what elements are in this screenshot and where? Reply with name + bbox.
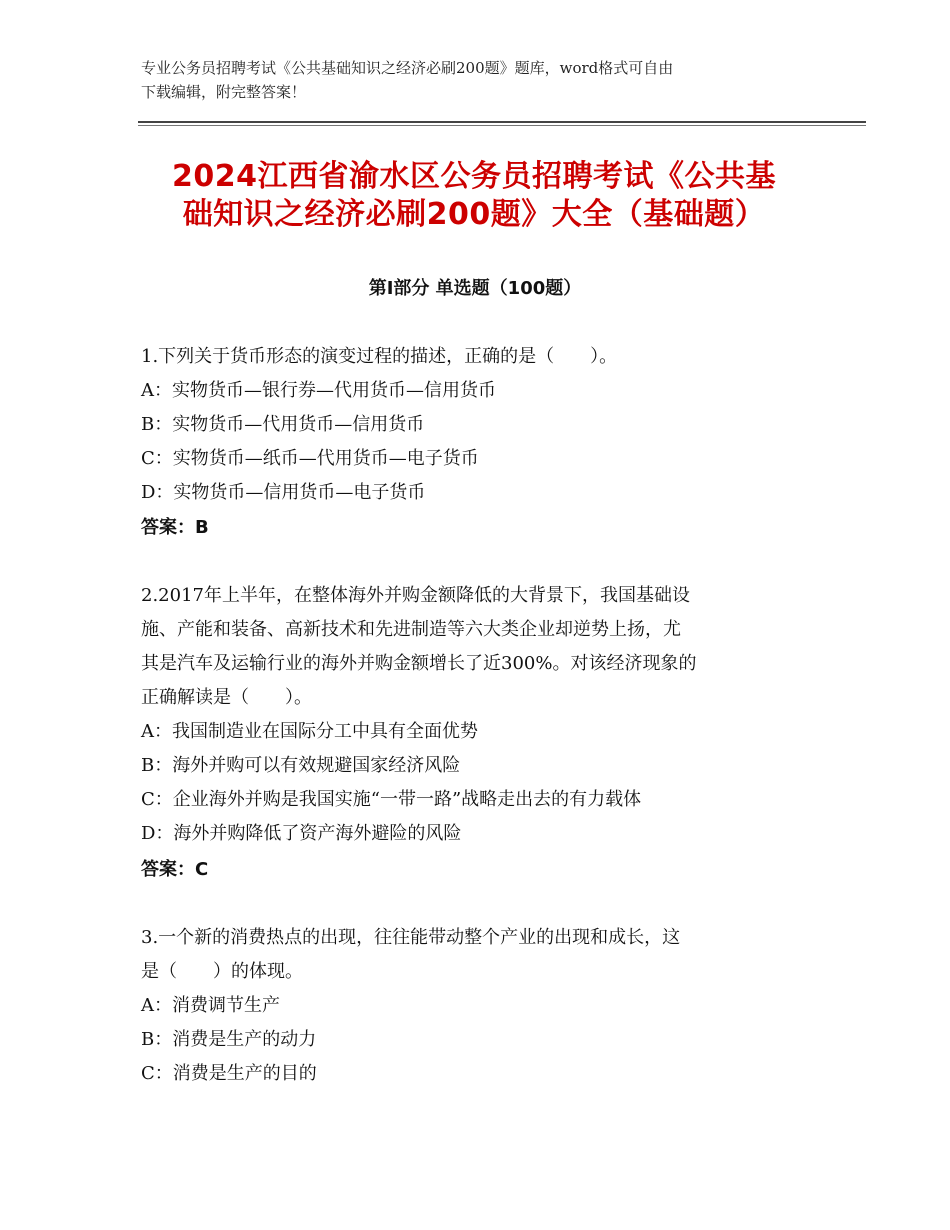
question-3-stem-line-2: 是（ ）的体现。 bbox=[141, 961, 303, 982]
question-1-answer: 答案：B bbox=[141, 517, 209, 538]
document-title bbox=[118, 158, 830, 234]
document-title-line-1: 2024江西省渝水区公务员招聘考试《公共基 bbox=[172, 159, 776, 194]
section-title: 第Ⅰ部分 单选题（100题） bbox=[368, 278, 582, 299]
question-1-option-c: C：实物货币—纸币—代用货币—电子货币 bbox=[141, 448, 479, 469]
question-1-option-d: D：实物货币—信用货币—电子货币 bbox=[141, 482, 426, 503]
header-rule-thin bbox=[138, 125, 866, 126]
question-3-option-b: B：消费是生产的动力 bbox=[141, 1029, 317, 1050]
question-2-stem-line-2: 施、产能和装备、高新技术和先进制造等六大类企业却逆势上扬，尤 bbox=[141, 619, 681, 640]
question-3-option-a: A：消费调节生产 bbox=[141, 995, 280, 1016]
question-2-answer: 答案：C bbox=[141, 859, 209, 880]
question-2-option-a: A：我国制造业在国际分工中具有全面优势 bbox=[141, 721, 478, 742]
question-2-stem-line-4: 正确解读是（ ）。 bbox=[141, 687, 312, 708]
question-1-option-b: B：实物货币—代用货币—信用货币 bbox=[141, 414, 425, 435]
header-note-line-1: 专业公务员招聘考试《公共基础知识之经济必刷200题》题库，word格式可自由 bbox=[141, 59, 674, 77]
document-title-line-2: 础知识之经济必刷200题》大全（基础题） bbox=[182, 197, 766, 232]
question-3-stem-line-1: 3.一个新的消费热点的出现，往往能带动整个产业的出现和成长，这 bbox=[141, 927, 681, 948]
question-2-option-d: D：海外并购降低了资产海外避险的风险 bbox=[141, 823, 462, 844]
question-2-stem-line-1: 2.2017年上半年，在整体海外并购金额降低的大背景下，我国基础设 bbox=[141, 585, 690, 606]
header-rule-thick bbox=[138, 121, 866, 123]
question-1-option-a: A：实物货币—银行券—代用货币—信用货币 bbox=[141, 380, 496, 401]
header-note-line-2: 下载编辑，附完整答案！ bbox=[141, 83, 307, 101]
question-1-stem-line: 1.下列关于货币形态的演变过程的描述，正确的是（ ）。 bbox=[141, 346, 618, 367]
question-2-option-c: C：企业海外并购是我国实施“一带一路”战略走出去的有力载体 bbox=[141, 789, 642, 810]
question-3-option-c: C：消费是生产的目的 bbox=[141, 1063, 317, 1084]
question-2-stem-line-3: 其是汽车及运输行业的海外并购金额增长了近300%。对该经济现象的 bbox=[141, 653, 697, 674]
question-2-option-b: B：海外并购可以有效规避国家经济风险 bbox=[141, 755, 461, 776]
header-note bbox=[141, 56, 831, 104]
